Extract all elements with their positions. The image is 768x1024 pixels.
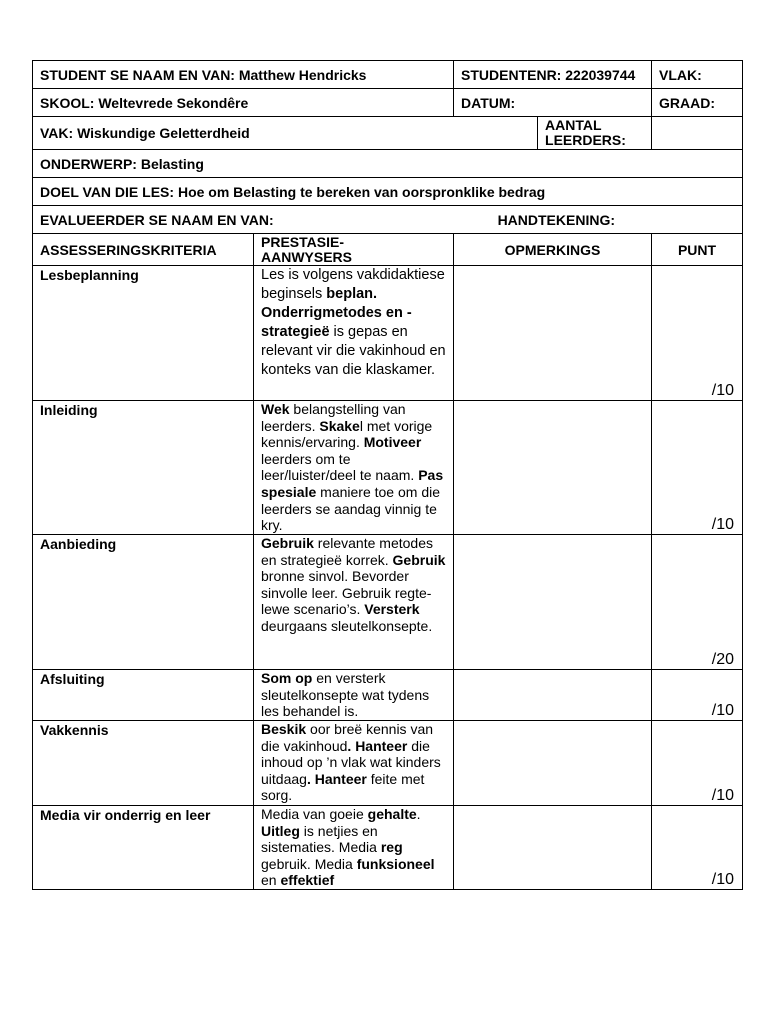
performance-indicator: [254, 806, 454, 890]
remarks-cell[interactable]: [454, 721, 652, 806]
criterion-row: [33, 670, 743, 721]
indicator-text-bold: Hanteer: [355, 737, 408, 754]
indicator-text-bold: Versterk: [364, 601, 420, 618]
indicator-text: Media van goeie: [261, 806, 368, 822]
school-value: Weltevrede Sekondêre: [98, 94, 249, 111]
score-cell[interactable]: /10: [652, 266, 743, 401]
graad-label: GRAAD:: [659, 94, 716, 111]
lesson-goal-value: Hoe om Belasting te bereken van oorspronklike bedrag: [177, 183, 546, 200]
indicator-text-bold: Pas spesiale: [261, 467, 444, 500]
indicator-text-bold: Beskik: [261, 721, 307, 737]
evaluator-row: [33, 206, 743, 234]
graad-cell: [652, 89, 743, 117]
indicator-text: die inhoud op ’n vlak wat kinders uitdaag: [261, 737, 441, 787]
indicator-text: feite met sorg.: [261, 770, 425, 804]
indicator-text-bold: Hanteer: [314, 770, 367, 787]
criterion-name: Aanbieding: [33, 535, 254, 670]
performance-indicator: [254, 535, 454, 670]
criteria-header: ASSESSERINGSKRITERIA: [33, 234, 254, 266]
lesson-goal-cell: [33, 178, 743, 206]
criterion-name: Inleiding: [33, 401, 254, 535]
indicator-text: is gepas en relevant vir die vakinhoud en konteks van die klaskamer.: [261, 324, 446, 378]
indicator-text: is netjies en sistematies. Media: [261, 822, 381, 856]
score-cell[interactable]: /10: [652, 401, 743, 535]
indicator-text: en versterk sleutelkonsepte wat tydens les behandel is.: [261, 670, 430, 720]
learner-count-label-line1: AANTAL: [545, 117, 602, 133]
criterion-row: [33, 535, 743, 670]
points-header: PUNT: [652, 234, 743, 266]
column-header-row: [33, 234, 743, 266]
criterion-row: [33, 401, 743, 535]
subject-row: [33, 117, 743, 150]
indicator-text: .: [416, 806, 421, 822]
indicator-text: leerders om te leer/luister/deel te naam.: [261, 450, 419, 484]
indicator-text-bold: Gebruik: [261, 535, 314, 551]
indicators-header: PRESTASIE- AANWYSERS: [254, 234, 454, 266]
indicator-text: deurgaans sleutelkonsepte.: [261, 617, 433, 634]
score-cell[interactable]: /10: [652, 806, 743, 890]
criterion-row: [33, 266, 743, 401]
evaluator-cell: [33, 206, 743, 234]
indicator-text-bold: Gebruik: [392, 551, 446, 568]
lesson-goal-row: [33, 178, 743, 206]
indicator-text-bold: Motiveer: [363, 434, 422, 451]
topic-cell: [33, 150, 743, 178]
indicator-text: relevante metodes en strategieë korrek.: [261, 535, 433, 568]
indicator-text-bold: Wek: [261, 401, 290, 417]
remarks-cell[interactable]: [454, 266, 652, 401]
learner-count-label-line2: LEERDERS:: [545, 132, 626, 148]
subject-label: VAK:: [40, 125, 74, 141]
student-row: [33, 61, 743, 89]
performance-indicator: [254, 266, 454, 401]
signature-label: HANDTEKENING:: [497, 211, 616, 228]
indicator-text-bold: funksioneel: [356, 855, 435, 872]
datum-label: DATUM:: [461, 94, 516, 111]
criterion-row: [33, 721, 743, 806]
student-number-label: STUDENTENR:: [461, 66, 562, 83]
indicator-text: Les is volgens vakdidaktiese beginsels: [261, 267, 445, 302]
topic-row: [33, 150, 743, 178]
lesson-goal-label: DOEL VAN DIE LES:: [40, 183, 175, 200]
student-number-value: 222039744: [565, 66, 636, 83]
student-name-value: Matthew Hendricks: [238, 66, 367, 83]
score-cell[interactable]: /20: [652, 535, 743, 670]
score-cell[interactable]: /10: [652, 721, 743, 806]
vlak-label: VLAK:: [659, 66, 702, 83]
subject-value: Wiskundige Geletterdheid: [77, 125, 250, 141]
criterion-name: Media vir onderrig en leer: [33, 806, 254, 890]
indicator-text-bold: gehalte: [367, 806, 417, 822]
student-name-label: STUDENT SE NAAM EN VAN:: [40, 66, 235, 83]
criterion-name: Afsluiting: [33, 670, 254, 721]
student-name-cell: [33, 61, 454, 89]
remarks-cell[interactable]: [454, 401, 652, 535]
indicator-text-bold: Uitleg: [261, 822, 300, 839]
school-cell: [33, 89, 454, 117]
criterion-name: Vakkennis: [33, 721, 254, 806]
indicator-text: gebruik. Media: [261, 855, 357, 872]
score-cell[interactable]: /10: [652, 670, 743, 721]
school-label: SKOOL:: [40, 94, 95, 111]
indicator-text-bold: .: [306, 770, 311, 787]
remarks-cell[interactable]: [454, 806, 652, 890]
learner-count-value-cell: [652, 117, 743, 150]
topic-label: ONDERWERP:: [40, 155, 137, 172]
evaluation-table: [32, 60, 743, 890]
remarks-cell[interactable]: [454, 670, 652, 721]
remarks-cell[interactable]: [454, 535, 652, 670]
indicator-text-bold: effektief: [280, 872, 335, 889]
subject-cell: [33, 117, 538, 150]
indicator-text: bronne sinvol. Bevorder sinvolle leer. Gebruik regte-lewe scenario’s.: [261, 568, 432, 618]
topic-value: Belasting: [140, 155, 204, 172]
datum-cell: [454, 89, 652, 117]
indicator-text-bold: .: [347, 737, 352, 754]
indicator-text-bold: Skake: [319, 417, 360, 434]
performance-indicator: [254, 670, 454, 721]
indicator-text: en: [261, 872, 281, 889]
indicator-text: maniere toe om die leerders se aandag vinnig te kry.: [261, 483, 440, 534]
performance-indicator: [254, 401, 454, 535]
indicator-text-bold: Som op: [261, 670, 313, 686]
criterion-row: [33, 806, 743, 890]
performance-indicator: [254, 721, 454, 806]
evaluation-form: [32, 60, 742, 890]
evaluator-name-label: EVALUEERDER SE NAAM EN VAN:: [40, 211, 274, 228]
indicator-text: oor breë kennis van die vakinhoud: [261, 721, 434, 754]
learner-count-label-cell: [538, 117, 652, 150]
school-row: [33, 89, 743, 117]
vlak-cell: [652, 61, 743, 89]
remarks-header: OPMERKINGS: [454, 234, 652, 266]
indicator-text-bold: beplan. Onderrigmetodes en -strategieë: [261, 286, 412, 340]
indicator-text: belangstelling van leerders.: [261, 401, 406, 434]
indicator-text: l met vorige kennis/ervaring.: [261, 417, 433, 451]
criterion-name: Lesbeplanning: [33, 266, 254, 401]
indicator-text-bold: reg: [380, 839, 403, 856]
student-number-cell: [454, 61, 652, 89]
